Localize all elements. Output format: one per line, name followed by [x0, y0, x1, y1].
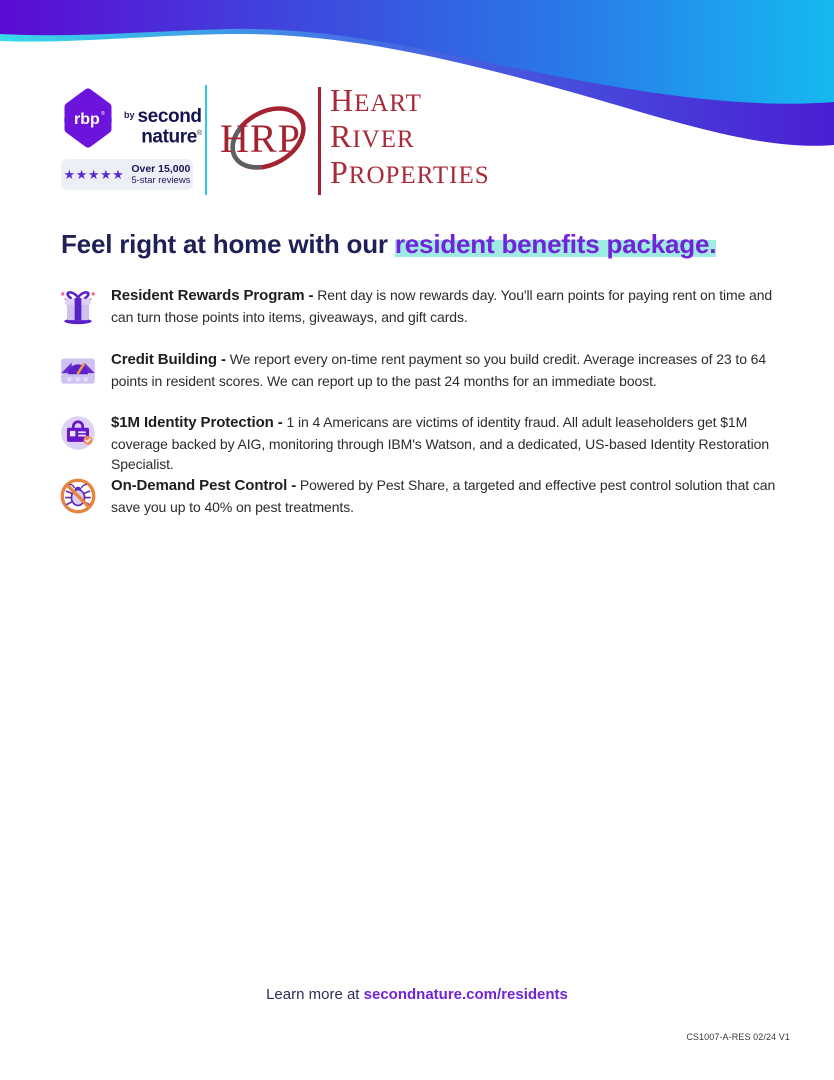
benefit-resident-rewards — [57, 285, 787, 327]
benefit-body: Rent day is now rewards day. You'll earn points for paying rent on time and can turn those points into items, giveaways, and gift cards. — [111, 287, 773, 325]
svg-text:★: ★ — [74, 375, 82, 385]
benefit-title: Resident Rewards Program - — [111, 287, 314, 304]
red-divider — [318, 87, 321, 195]
benefit-body: Powered by Pest Share, a targeted and effective pest control solution that can save you up to 40% on pest treatments. — [111, 477, 776, 515]
rbp-registered-mark: ® — [101, 111, 105, 117]
document-code: CS1007-A-RES 02/24 V1 — [686, 1032, 790, 1042]
benefit-title: On-Demand Pest Control - — [111, 477, 297, 494]
hrp-name-line: RIVER — [330, 118, 415, 154]
hrp-company-name — [330, 84, 490, 192]
benefit-text — [111, 475, 787, 517]
by-label: by — [124, 110, 135, 120]
headline-prefix: Feel right at home with our — [61, 229, 395, 259]
reviews-count: Over 15,000 — [131, 162, 191, 175]
benefit-text — [111, 412, 787, 475]
benefit-identity-protection — [57, 412, 787, 475]
brand-word-nature: nature® — [141, 126, 202, 148]
rbp-logo-text: rbp — [74, 111, 100, 128]
nature-registered-mark: ® — [196, 130, 202, 137]
five-stars-icon: ★★★★★ — [63, 167, 125, 182]
footer-prefix: Learn more at — [266, 986, 364, 1003]
benefit-credit-building — [57, 349, 787, 391]
hrp-emblem — [220, 84, 316, 196]
reviews-badge — [61, 159, 193, 190]
hrp-name-line: PROPERTIES — [330, 154, 490, 190]
brand-word-second: second — [137, 106, 202, 127]
second-nature-wordmark — [124, 106, 202, 148]
benefit-body: We report every on-time rent payment so you build credit. Average increases of 23 to 64 points in resident scores. We can report up to the past 24 months for an immediate boost. — [111, 351, 767, 389]
second-nature-link[interactable]: secondnature.com/residents — [363, 986, 568, 1003]
hrp-name-line: HEART — [330, 82, 422, 118]
headline-highlight: resident benefits package. — [394, 229, 717, 259]
benefit-title: $1M Identity Protection - — [111, 414, 283, 431]
id-card-icon — [57, 412, 99, 454]
svg-text:★: ★ — [65, 375, 73, 385]
benefit-body: 1 in 4 Americans are victims of identity fraud. All adult leaseholders get $1M coverage backed by AIG, monitoring through IBM's Watson, and a dedicated, US-based Identity Restoration Specialist. — [111, 414, 770, 472]
benefit-pest-control — [57, 475, 787, 517]
rbp-logo — [56, 86, 120, 152]
hrp-monogram: HRP — [220, 116, 301, 161]
svg-text:★: ★ — [82, 375, 90, 385]
cyan-divider — [205, 85, 207, 195]
benefit-text — [111, 285, 787, 327]
page-title — [61, 229, 801, 260]
footer-learn-more — [0, 986, 834, 1003]
benefit-title: Credit Building - — [111, 351, 226, 368]
credit-score-icon — [57, 349, 99, 391]
no-pests-icon — [57, 475, 99, 517]
benefit-text — [111, 349, 787, 391]
second-nature-stack — [137, 106, 202, 148]
gift-icon — [57, 285, 99, 327]
reviews-subtitle: 5-star reviews — [131, 174, 191, 186]
reviews-text — [131, 164, 190, 186]
